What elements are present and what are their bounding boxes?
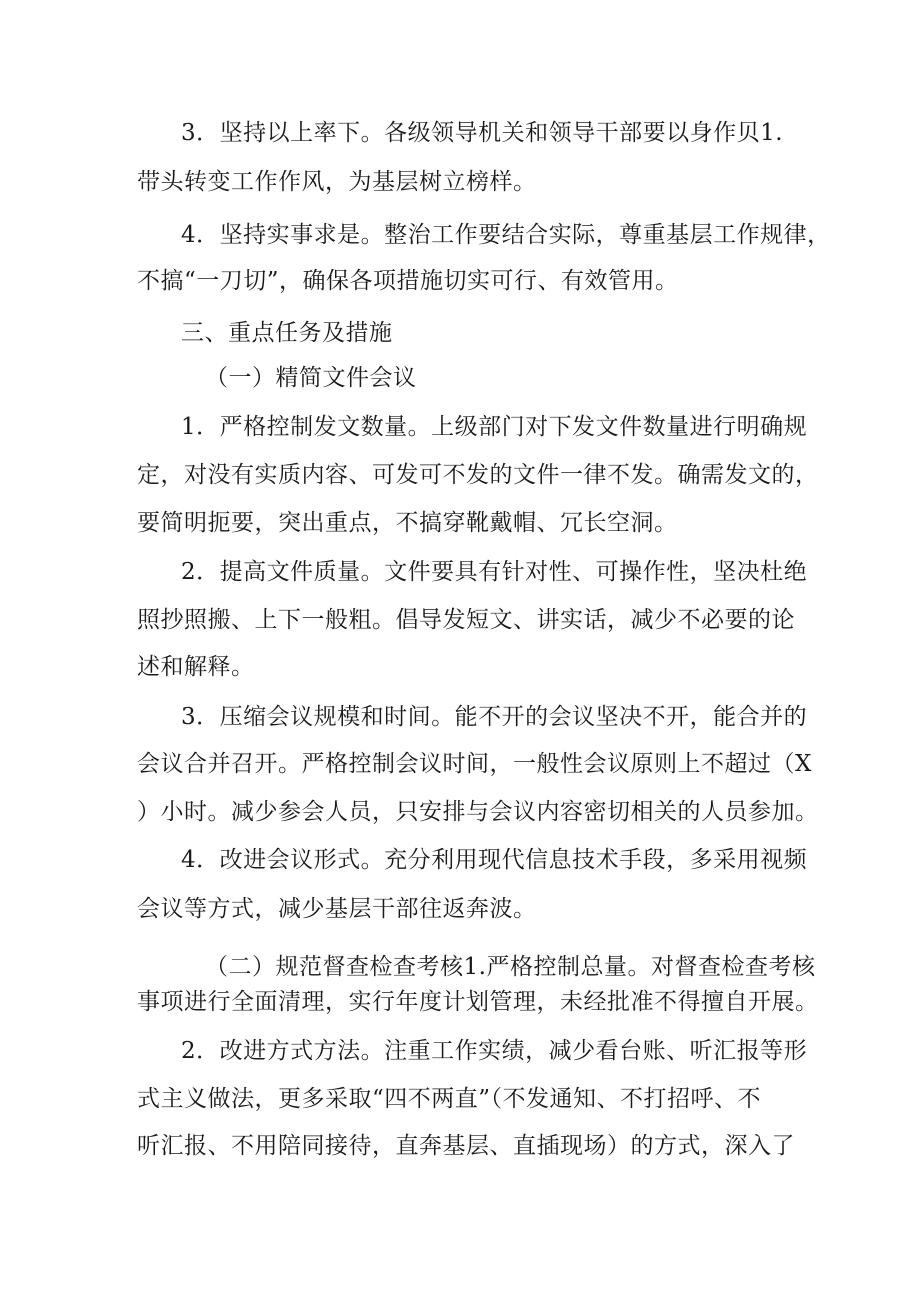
subsection-heading: （二）规范督查检查考核1.严格控制总量。对督查检查考核 <box>205 954 816 980</box>
paragraph-line: 会议等方式，减少基层干部往返奔波。 <box>137 896 537 922</box>
paragraph-line: 听汇报、不用陪同接待，直奔基层、直插现场）的方式，深入了 <box>137 1133 795 1159</box>
paragraph-line: 3．压缩会议规模和时间。能不开的会议坚决不开，能合并的 <box>181 704 808 730</box>
paragraph-line: 会议合并召开。严格控制会议时间，一般性会议原则上不超过（X <box>137 751 812 777</box>
paragraph-line: 带头转变工作作风，为基层树立榜样。 <box>137 169 537 195</box>
subsection-heading: （一）精简文件会议 <box>205 365 417 391</box>
section-heading: 三、重点任务及措施 <box>181 320 393 346</box>
paragraph-line: 2．提高文件质量。文件要具有针对性、可操作性，坚决杜绝 <box>181 559 808 585</box>
paragraph-line: 定，对没有实质内容、可发可不发的文件一律不发。确需发文的， <box>137 462 819 488</box>
paragraph-line: 事项进行全面清理，实行年度计划管理，未经批准不得擅自开展。 <box>137 989 819 1015</box>
paragraph-line: 要简明扼要，突出重点，不搞穿靴戴帽、冗长空洞。 <box>137 510 678 536</box>
paragraph-line: 式主义做法，更多采取“四不两直”（不发通知、不打招呼、不 <box>137 1086 762 1112</box>
paragraph-line: 4．坚持实事求是。整治工作要结合实际，尊重基层工作规律， <box>181 222 831 248</box>
paragraph-line: 述和解释。 <box>137 654 255 680</box>
paragraph-line: 3．坚持以上率下。各级领导机关和领导干部要以身作贝1. <box>181 120 784 146</box>
paragraph-line: 1．严格控制发文数量。上级部门对下发文件数量进行明确规 <box>181 414 808 440</box>
paragraph-line: 4．改进会议形式。充分利用现代信息技术手段，多采用视频 <box>181 847 808 873</box>
paragraph-line: ）小时。减少参会人员，只安排与会议内容密切相关的人员参加。 <box>137 799 819 825</box>
paragraph-line: 照抄照搬、上下一般粗。倡导发短文、讲实话，减少不必要的论 <box>137 607 795 633</box>
paragraph-line: 2．改进方式方法。注重工作实绩，减少看台账、听汇报等形 <box>181 1038 808 1064</box>
paragraph-line: 不搞“一刀切”，确保各项措施切实可行、有效管用。 <box>137 268 679 294</box>
